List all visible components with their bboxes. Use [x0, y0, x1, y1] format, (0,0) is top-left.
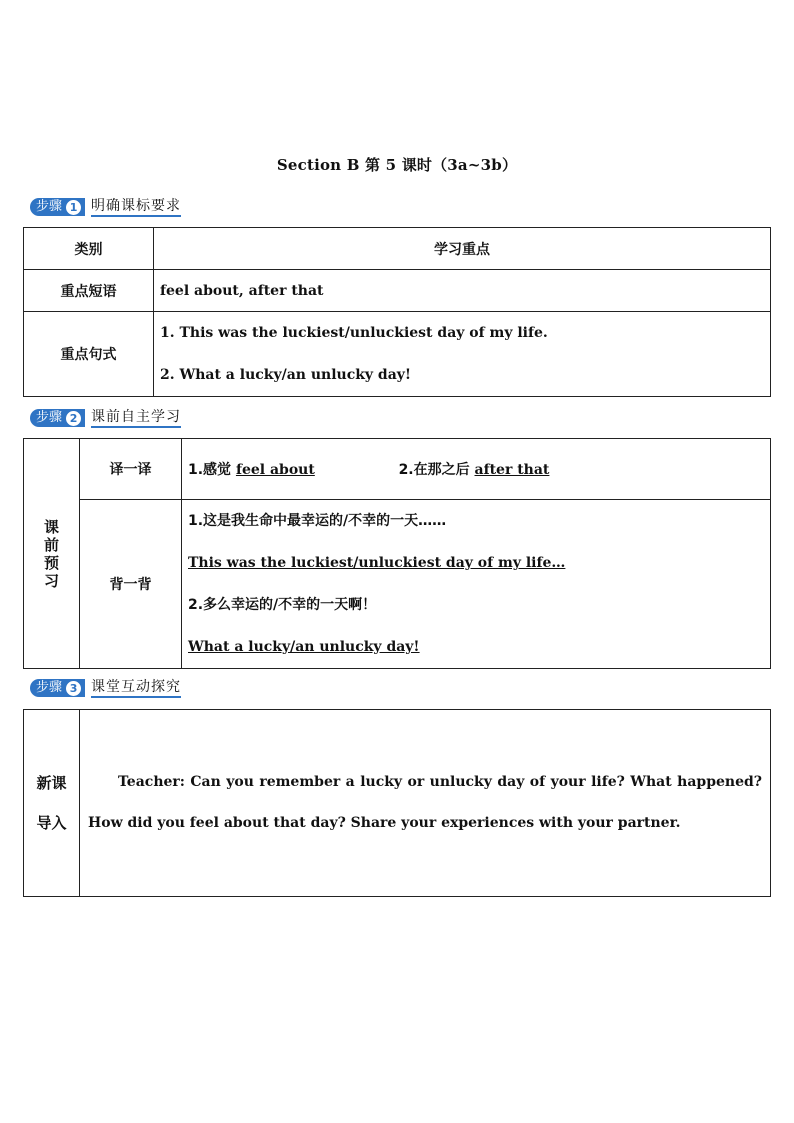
step-badge — [30, 198, 85, 216]
recite-content — [182, 500, 771, 669]
sentences-content — [154, 312, 771, 397]
table-row — [24, 439, 771, 500]
table-header-row — [24, 228, 771, 270]
preview-table — [23, 438, 771, 669]
side-char: 预 — [43, 553, 59, 572]
translate-item-2-prompt: 2.在那之后 — [398, 462, 475, 478]
preview-side-label — [24, 439, 80, 669]
step-title: 明确课标要求 — [91, 197, 181, 217]
translate-item-1-answer: feel about — [235, 462, 315, 478]
step-label: 步骤 — [36, 680, 63, 695]
recite-line-4: What a lucky/an unlucky day! — [188, 639, 420, 655]
sentence-1: 1. This was the luckiest/unluckiest day of my life. — [160, 325, 548, 341]
intro-label-line-2: 导入 — [36, 814, 67, 832]
translate-label: 译一译 — [80, 439, 182, 500]
step-1-header — [30, 197, 181, 217]
step-title: 课前自主学习 — [91, 408, 181, 428]
translate-content — [182, 439, 771, 500]
step-3-header — [30, 678, 181, 698]
side-char: 习 — [43, 571, 59, 590]
step-badge — [30, 679, 85, 697]
intro-label-line-1: 新课 — [36, 774, 67, 792]
table-row — [24, 270, 771, 312]
category-sentences: 重点句式 — [24, 312, 154, 397]
header-focus: 学习重点 — [154, 228, 771, 270]
step-number: 3 — [66, 681, 81, 696]
page-title: Section B 第 5 课时（3a~3b） — [276, 156, 518, 174]
translate-item-2-answer: after that — [474, 462, 550, 478]
translate-item-1-prompt: 1.感觉 — [188, 462, 236, 478]
category-phrases: 重点短语 — [24, 270, 154, 312]
phrases-content: feel about, after that — [154, 270, 771, 312]
recite-line-2: This was the luckiest/unluckiest day of my life… — [188, 555, 566, 571]
intro-side-label — [24, 710, 80, 897]
table-row — [24, 312, 771, 397]
curriculum-table — [23, 227, 771, 397]
side-char: 前 — [43, 535, 59, 554]
step-label: 步骤 — [36, 199, 63, 214]
side-char: 课 — [43, 517, 59, 536]
header-category: 类别 — [24, 228, 154, 270]
recite-label: 背一背 — [80, 500, 182, 669]
step-title: 课堂互动探究 — [91, 678, 181, 698]
table-row — [24, 500, 771, 669]
step-label: 步骤 — [36, 410, 63, 425]
step-2-header — [30, 408, 181, 428]
recite-line-1: 1.这是我生命中最幸运的/不幸的一天…… — [188, 513, 447, 529]
step-badge — [30, 409, 85, 427]
table-row — [24, 710, 771, 897]
sentence-2: 2. What a lucky/an unlucky day! — [160, 367, 412, 383]
recite-line-3: 2.多么幸运的/不幸的一天啊！ — [188, 597, 377, 613]
step-number: 1 — [66, 200, 81, 215]
step-number: 2 — [66, 411, 81, 426]
intro-paragraph: Teacher: Can you remember a lucky or unlucky day of your life? What happened? How did you feel about that day? Share your experiences with your partner. — [88, 774, 762, 831]
intro-text — [80, 710, 771, 897]
intro-table — [23, 709, 771, 897]
